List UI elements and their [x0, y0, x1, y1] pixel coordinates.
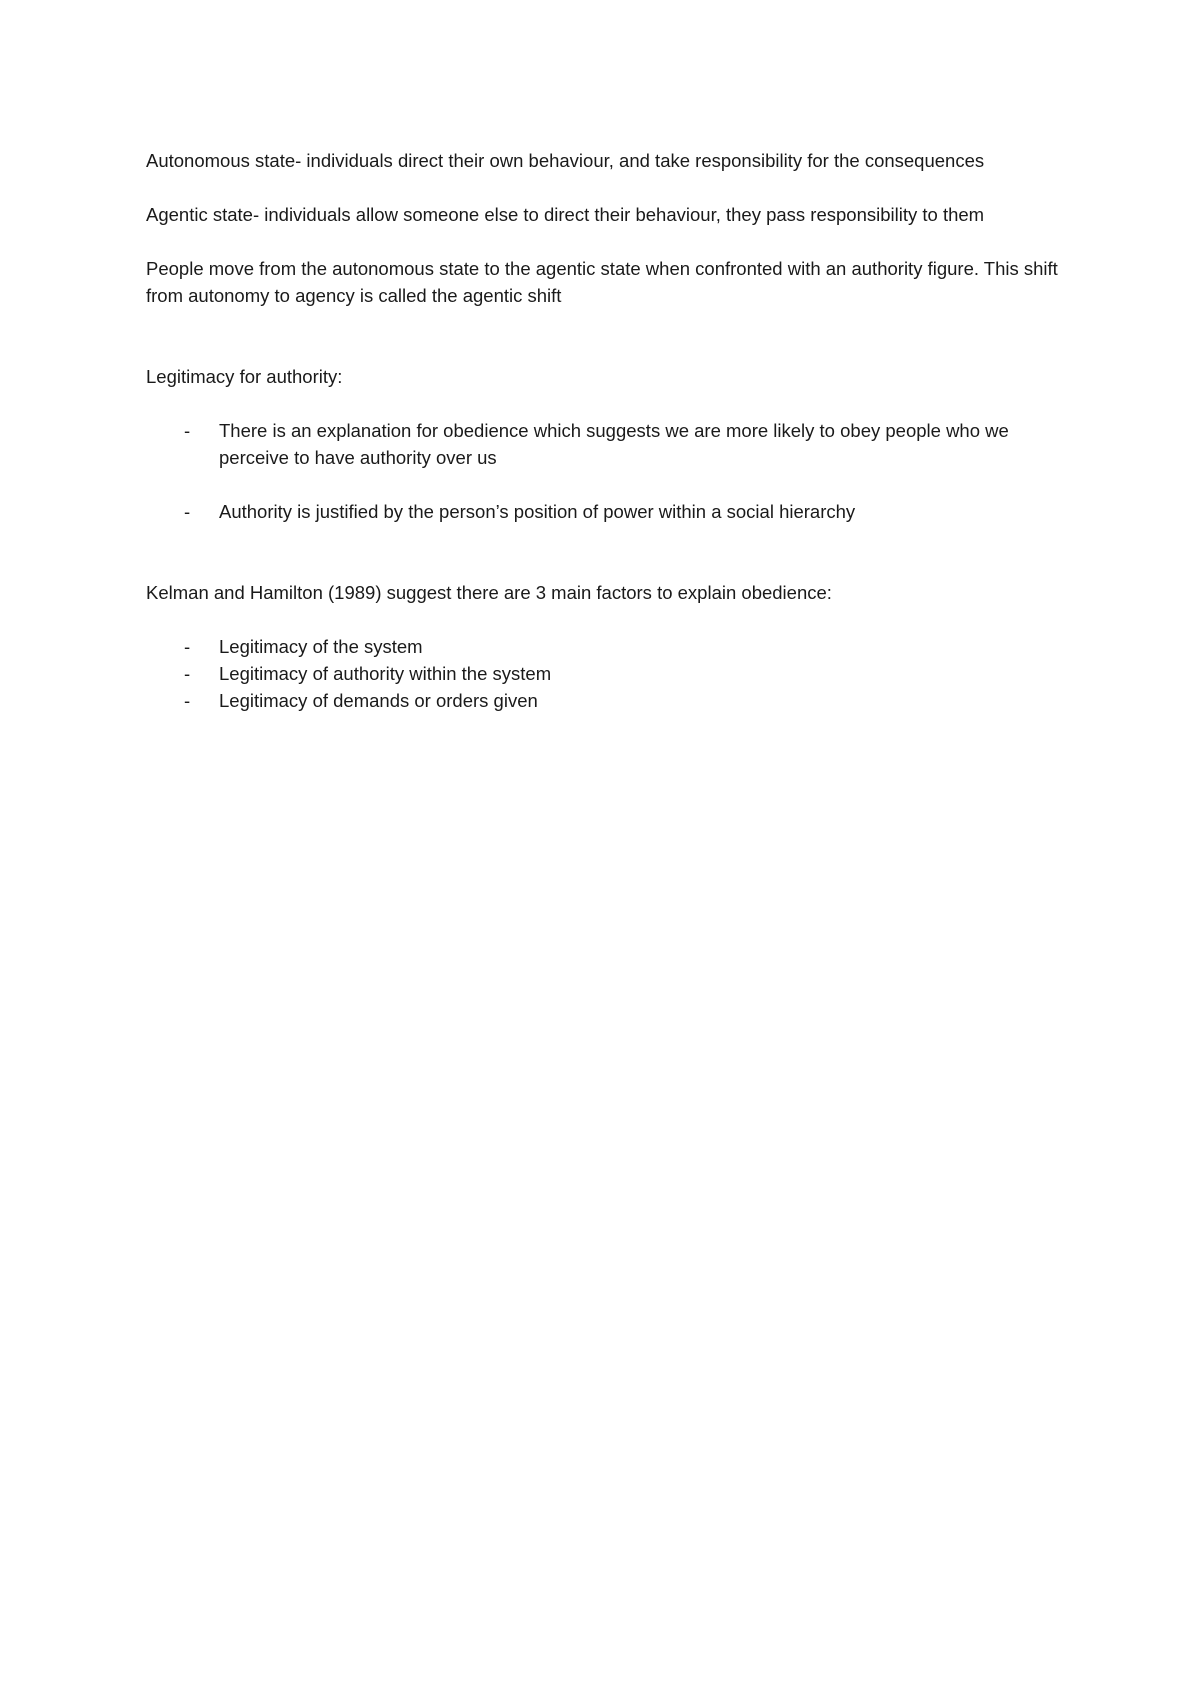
- dash-bullet: -: [184, 690, 191, 711]
- list-item-text: Legitimacy of demands or orders given: [219, 690, 538, 711]
- list-item: [146, 687, 1066, 714]
- kelman-factors-list: [146, 633, 1066, 714]
- legitimacy-heading: Legitimacy for authority:: [146, 366, 343, 387]
- kelman-intro: Kelman and Hamilton (1989) suggest there are 3 main factors to explain obedience:: [146, 582, 832, 603]
- paragraph-agentic-shift: People move from the autonomous state to the agentic state when confronted with an authority figure. This shift from autonomy to agency is called the agentic shift: [146, 258, 1058, 306]
- list-item: [146, 633, 1066, 660]
- legitimacy-list: [146, 417, 1066, 525]
- dash-bullet: -: [184, 501, 191, 522]
- list-item-text: Legitimacy of authority within the system: [219, 663, 552, 684]
- dash-bullet: -: [184, 420, 191, 441]
- dash-bullet: -: [184, 663, 191, 684]
- document-body: [146, 147, 1066, 714]
- paragraph-agentic-state: Agentic state- individuals allow someone else to direct their behaviour, they pass responsibility to them: [146, 204, 985, 225]
- list-item-text: There is an explanation for obedience which suggests we are more likely to obey people who we perceive to have authority over us: [219, 420, 1009, 468]
- list-item: [146, 417, 1066, 471]
- list-item: [146, 660, 1066, 687]
- list-item-text: Authority is justified by the person’s position of power within a social hierarchy: [219, 501, 856, 522]
- paragraph-autonomous-state: Autonomous state- individuals direct their own behaviour, and take responsibility for the consequences: [146, 150, 985, 171]
- list-item: [146, 498, 1066, 525]
- dash-bullet: -: [184, 636, 191, 657]
- list-item-text: Legitimacy of the system: [219, 636, 423, 657]
